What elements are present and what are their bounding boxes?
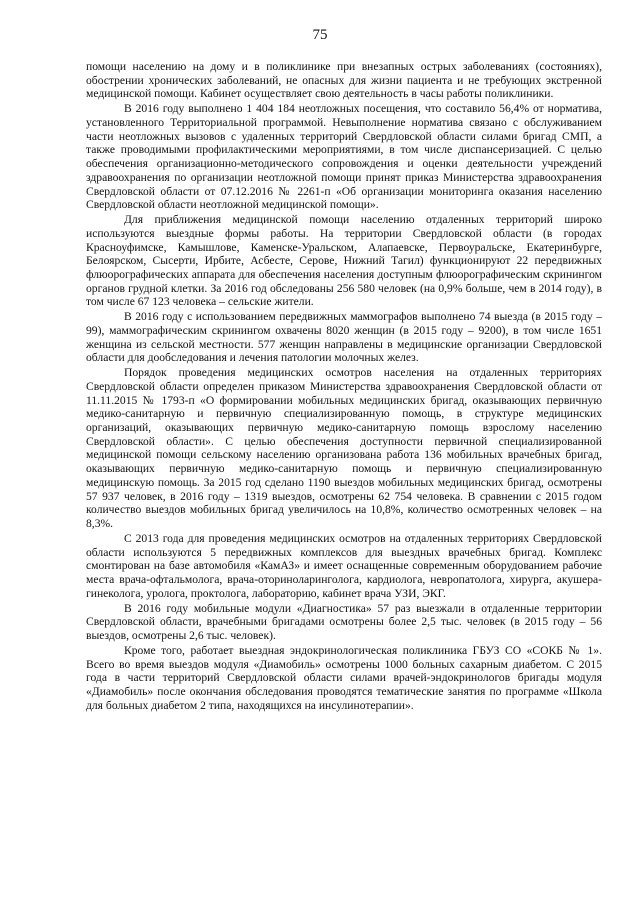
paragraph-continuation: помощи населению на дому и в поликлинике при внезапных острых заболеваниях (состояниях), обострении хронических заболеваний, не опасных для жизни пациента и не требующих экстренной медицинской помощи. Кабинет осуществляет свою деятельность в часы работы поликлиники. <box>86 60 602 101</box>
paragraph-mobile-brigades: Порядок проведения медицинских осмотров населения на отдаленных территориях Свердловской области определен приказом Министерства здравоохранения Свердловской области от 11.11.2015 № 1793-п «О формировании мобильных медицинских бригад, оказывающих первичную медико-санитарную и первичную специализированную помощь, в структуре медицинских организаций, оказывающих первичную медико-санитарную помощь взрослому населению Свердловской области». С целью обеспечения доступности первичной специализированной медицинской помощи сельскому населению организована работа 136 мобильных врачебных бригад, оказывающих первичную медико-санитарную помощь и первичную специализированную медицинскую помощь. За 2015 год сделано 1190 выездов мобильных медицинских бригад, осмотрены 57 937 человек, в 2016 году – 1319 выездов, осмотрены 62 754 человека. В сравнении с 2015 годом количество выездов мобильных бригад увеличилось на 10,8%, количество осмотренных человек – на 8,3%. <box>86 366 602 530</box>
page-number: 75 <box>312 27 328 43</box>
paragraph-fluorography: Для приближения медицинской помощи населению отдаленных территорий широко используются выездные формы работы. На территории Свердловской области (в городах Красноуфимске, Камышлове, Каменске-Уральском, Алапаевске, Первоуральске, Екатеринбурге, Белоярском, Сысерти, Ирбите, Асбесте, Серове, Нижний Тагил) функционируют 22 передвижных флюорографических аппарата для обеспечения населения доступным флюорографическим скринингом органов грудной клетки. За 2016 год обследованы 256 580 человек (на 0,9% больше, чем в 2014 году), в том числе 67 123 человека – сельские жители. <box>86 213 602 309</box>
paragraph-mobile-complexes: С 2013 года для проведения медицинских осмотров на отдаленных территориях Свердловской области используются 5 передвижных комплексов для выездных врачебных бригад. Комплекс смонтирован на базе автомобиля «КамАЗ» и имеет оснащенные современным оборудованием рабочие места врача-офтальмолога, врача-оториноларинголога, кардиолога, невропатолога, хирурга, акушера-гинеколога, уролога, проктолога, лабораторию, кабинет врача УЗИ, ЭКГ. <box>86 531 602 600</box>
page-body <box>86 60 602 714</box>
paragraph-diamobile: Кроме того, работает выездная эндокринологическая поликлиника ГБУЗ СО «СОКБ № 1». Всего во время выездов модуля «Диамобиль» осмотрены 1000 больных сахарным диабетом. С 2015 года в части территорий Свердловской области силами врачей-эндокринологов бригады модуля «Диамобиль» после окончания обследования проводятся тематические занятия по программе «Школа для больных диабетом 2 типа, находящихся на инсулинотерапии». <box>86 643 602 712</box>
paragraph-diagnostics-modules: В 2016 году мобильные модули «Диагностика» 57 раз выезжали в отдаленные территории Свердловской области, врачебными бригадами осмотрены более 2,5 тыс. человек (в 2015 году – 56 выездов, осмотрены 2,6 тыс. человек). <box>86 601 602 642</box>
paragraph-urgent-visits: В 2016 году выполнено 1 404 184 неотложных посещения, что составило 56,4% от норматива, установленного Территориальной программой. Невыполнение норматива связано с обслуживанием части неотложных вызовов с удаленных территорий Свердловской области силами бригад СМП, а также проводимыми профилактическими мероприятиями, в том числе диспансеризацией. С целью обеспечения организационно-методического сопровождения и оценки деятельности учреждений здравоохранения по организации неотложной помощи принят приказ Министерства здравоохранения Свердловской области от 07.12.2016 № 2261-п «Об организации мониторинга оказания населению Свердловской области неотложной медицинской помощи». <box>86 102 602 212</box>
paragraph-mammography: В 2016 году с использованием передвижных маммографов выполнено 74 выезда (в 2015 году – 99), маммографическим скринингом охвачены 8020 женщин (в 2015 году – 9200), в том числе 1651 женщина из сельской местности. 577 женщин направлены в медицинские организации Свердловской области для дообследования и лечения патологии молочных желез. <box>86 310 602 365</box>
